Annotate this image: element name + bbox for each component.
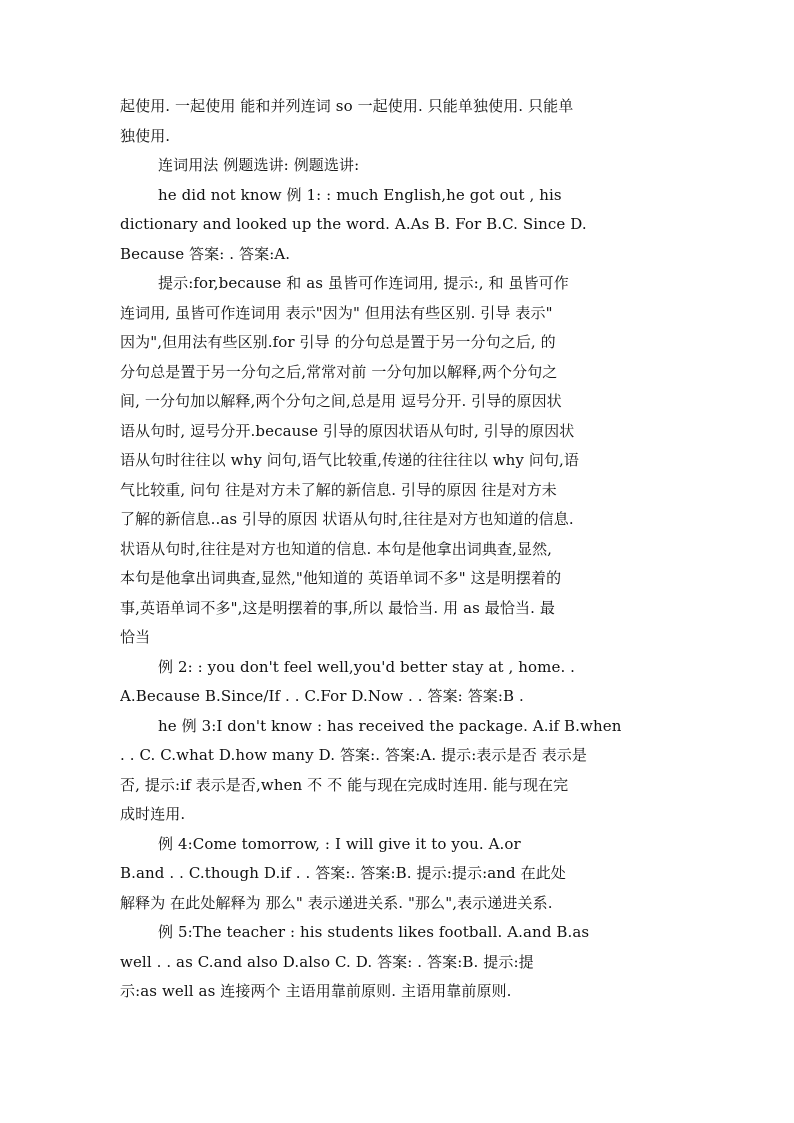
text-line: 状语从句时,往往是对方也知道的信息. 本句是他拿出词典查,显然,	[120, 539, 553, 558]
text-line: 解释为 在此处解释为 那么" 表示递进关系. "那么",表示递进关系.	[120, 893, 553, 912]
text-line: Because 答案: . 答案:A.	[120, 244, 291, 263]
text-line: 否, 提示:if 表示是否,when 不 不 能与现在完成时连用. 能与现在完	[120, 775, 569, 794]
text-line: 示:as well as 连接两个 主语用靠前原则. 主语用靠前原则.	[120, 982, 512, 1000]
text-line: B.and . . C.though D.if . . 答案:. 答案:B. 提示:提示:and 在此处	[120, 864, 566, 882]
text-line: 因为",但用法有些区别.for 引导 的分句总是置于另一分句之后, 的	[120, 333, 556, 351]
text-line: 例 5:The teacher : his students likes football. A.and B.as	[158, 923, 590, 941]
text-line: 了解的新信息..as 引导的原因 状语从句时,往往是对方也知道的信息.	[120, 510, 574, 528]
text-line: 语从句时往往以 why 问句,语气比较重,传递的往往往以 why 问句,语	[120, 451, 580, 469]
text-line: 事,英语单词不多",这是明摆着的事,所以 最恰当. 用 as 最恰当. 最	[120, 598, 555, 617]
text-line: he did not know 例 1: : much English,he got out , his	[158, 185, 562, 204]
text-line: dictionary and looked up the word. A.As B. For B.C. Since D.	[120, 215, 587, 233]
text-line: 独使用.	[120, 126, 171, 145]
text-line: A.Because B.Since/If . . C.For D.Now . . 答案: 答案:B .	[120, 687, 524, 705]
text-line: 恰当	[120, 628, 151, 646]
text-line: 气比较重, 问句 往是对方未了解的新信息. 引导的原因 往是对方未	[120, 480, 557, 499]
section-heading: 连词用法 例题选讲: 例题选讲:	[158, 156, 360, 174]
text-line: 本句是他拿出词典查,显然,"他知道的 英语单词不多" 这是明摆着的	[120, 569, 562, 587]
text-line: 例 4:Come tomorrow, : I will give it to you. A.or	[158, 834, 521, 853]
text-line: he 例 3:I don't know : has received the package. A.if B.when	[158, 716, 622, 735]
text-line: 起使用. 一起使用 能和并列连词 so 一起使用. 只能单独使用. 只能单	[120, 97, 574, 115]
text-line: 连词用, 虽皆可作连词用 表示"因为" 但用法有些区别. 引导 表示"	[120, 303, 553, 322]
text-line: . . C. C.what D.how many D. 答案:. 答案:A. 提示:表示是否 表示是	[120, 746, 587, 764]
text-line: 例 2: : you don't feel well,you'd better stay at , home. .	[158, 657, 576, 676]
text-line: 成时连用.	[120, 805, 186, 823]
text-line: 语从句时, 逗号分开.because 引导的原因状语从句时, 引导的原因状	[120, 421, 575, 440]
text-line: 间, 一分句加以解释,两个分句之间,总是用 逗号分开. 引导的原因状	[120, 392, 562, 410]
text-line: 分句总是置于另一分句之后,常常对前 一分句加以解释,两个分句之	[120, 362, 558, 381]
document-page	[120, 92, 680, 1007]
text-line: 提示:for,because 和 as 虽皆可作连词用, 提示:, 和 虽皆可作	[158, 274, 569, 292]
text-line: well . . as C.and also D.also C. D. 答案: . 答案:B. 提示:提	[120, 952, 534, 971]
